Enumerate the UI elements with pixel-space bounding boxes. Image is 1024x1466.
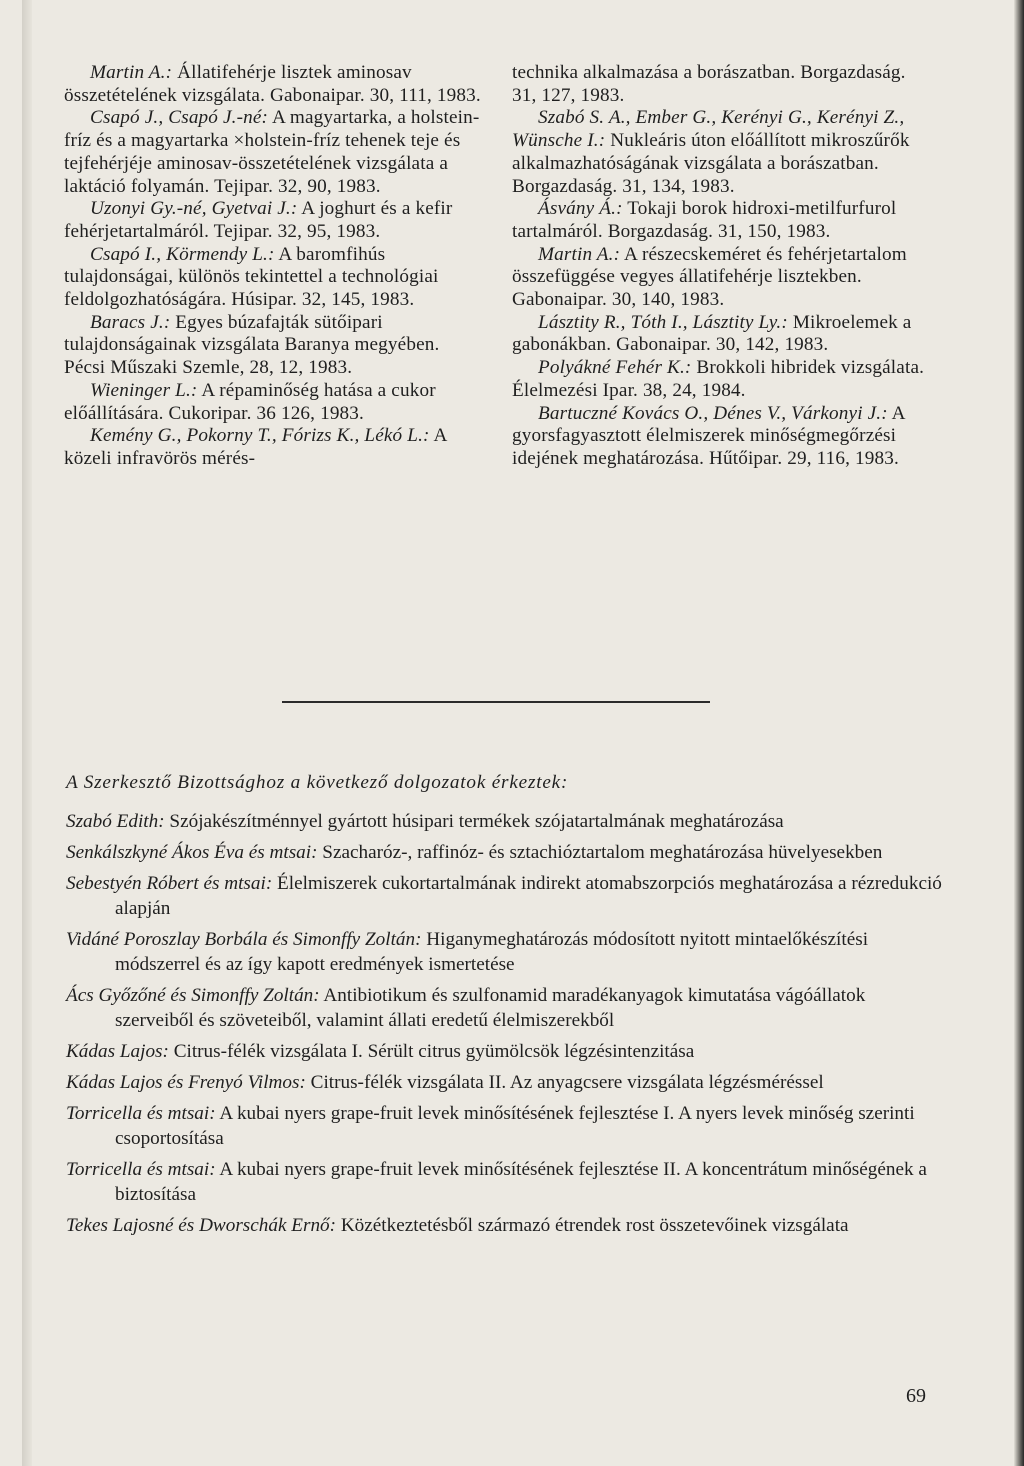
reference-entry bbox=[64, 425, 484, 470]
reference-entry bbox=[64, 62, 484, 107]
reference-entry bbox=[512, 312, 928, 357]
reference-entry bbox=[64, 312, 484, 380]
received-paper-title: Citrus-félék vizsgálata I. Sérült citrus gyümölcsök légzésintenzitása bbox=[168, 1041, 695, 1062]
received-paper-item bbox=[66, 927, 946, 977]
reference-authors: Csapó J., Csapó J.-né: bbox=[90, 107, 269, 129]
reference-authors: Polyákné Fehér K.: bbox=[538, 357, 692, 379]
page-number: 69 bbox=[906, 1385, 926, 1407]
reference-authors: Szabó S. A., Ember G., Kerényi G., Kerényi Z., Wünsche I.: bbox=[512, 107, 905, 152]
reference-authors: Martin A.: bbox=[538, 243, 621, 265]
reference-text: Állatifehérje lisztek aminosav összetételének vizsgálata. Gabonaipar. 30, 111, 1983. bbox=[64, 62, 481, 106]
reference-entry bbox=[512, 198, 928, 243]
section-divider bbox=[282, 701, 710, 703]
reference-text: A baromfihús tulajdonságai, különös tekintettel a technológiai feldolgozhatóságára. Húsipar. 32, 145, 1983. bbox=[64, 243, 439, 311]
reference-entry bbox=[64, 380, 484, 425]
received-paper-item bbox=[66, 1039, 946, 1064]
reference-text: Nukleáris úton előállított mikroszűrők alkalmazhatóságának vizsgálata a borászatban. Borgazdaság. 31, 134, 1983. bbox=[512, 130, 910, 197]
received-paper-authors: Tekes Lajosné és Dworschák Ernő: bbox=[66, 1215, 337, 1236]
reference-entry bbox=[64, 107, 484, 198]
reference-text: Mikroelemek a gabonákban. Gabonaipar. 30, 142, 1983. bbox=[512, 311, 912, 356]
reference-text: A részecskeméret és fehérjetartalom összefüggése vegyes állatifehérje lisztekben. Gabonaipar. 30, 140, 1983. bbox=[512, 243, 907, 311]
received-paper-title: A kubai nyers grape-fruit levek minősítésének fejlesztése I. A nyers levek minőség szerinti csoportosítása bbox=[115, 1103, 915, 1149]
reference-entry bbox=[512, 357, 928, 402]
reference-authors: Wieninger L.: bbox=[90, 379, 198, 401]
received-paper-authors: Vidáné Poroszlay Borbála és Simonffy Zoltán: bbox=[66, 929, 422, 950]
received-paper-title: Citrus-félék vizsgálata II. Az anyagcsere vizsgálata légzésméréssel bbox=[305, 1072, 824, 1093]
reference-text: Brokkoli hibridek vizsgálata. Élelmezési Ipar. 38, 24, 1984. bbox=[512, 357, 925, 401]
received-paper-item bbox=[66, 1213, 946, 1238]
received-paper-title: Közétkeztetésből származó étrendek rost összetevőinek vizsgálata bbox=[336, 1215, 849, 1236]
reference-entry bbox=[512, 244, 928, 312]
reference-entry bbox=[512, 107, 928, 198]
reference-text: A gyorsfagyasztott élelmiszerek minőségmegőrzési idejének meghatározása. Hűtőipar. 29, 116, 1983. bbox=[512, 402, 905, 469]
reference-text: A répaminőség hatása a cukor előállítására. Cukoripar. 36 126, 1983. bbox=[64, 379, 436, 424]
reference-text: Egyes búzafajták sütőipari tulajdonságainak vizsgálata Baranya megyében. Pécsi Műszaki Szemle, 28, 12, 1983. bbox=[64, 311, 440, 379]
reference-authors: Martin A.: bbox=[90, 62, 173, 83]
reference-text: A joghurt és a kefir fehérjetartalmáról. Tejipar. 32, 95, 1983. bbox=[64, 198, 453, 242]
received-papers-section bbox=[66, 770, 946, 1244]
reference-entry bbox=[512, 403, 928, 471]
page-right-edge bbox=[1014, 0, 1024, 1466]
received-paper-authors: Kádas Lajos: bbox=[66, 1041, 169, 1062]
reference-authors: Ásvány Á.: bbox=[538, 198, 623, 220]
received-paper-item bbox=[66, 871, 946, 921]
reference-authors: Kemény G., Pokorny T., Fórizs K., Lékó L.: bbox=[90, 425, 430, 447]
reference-authors: Bartuczné Kovács O., Dénes V., Várkonyi J.: bbox=[538, 402, 888, 424]
received-paper-authors: Szabó Edith: bbox=[66, 811, 165, 832]
reference-entry bbox=[64, 198, 484, 243]
references-right-column bbox=[512, 62, 928, 471]
reference-authors: Lásztity R., Tóth I., Lásztity Ly.: bbox=[538, 311, 788, 333]
reference-entry bbox=[64, 244, 484, 312]
received-paper-title: Antibiotikum és szulfonamid maradékanyagok kimutatása vágóállatok szerveiből és szöveteiből, valamint állati eredetű élelmiszerekből bbox=[115, 985, 866, 1031]
reference-text: technika alkalmazása a borászatban. Borgazdaság. 31, 127, 1983. bbox=[512, 62, 906, 106]
received-paper-item bbox=[66, 1157, 946, 1207]
reference-authors: Csapó I., Körmendy L.: bbox=[90, 243, 275, 265]
received-paper-authors: Kádas Lajos és Frenyó Vilmos: bbox=[66, 1072, 306, 1093]
reference-text: Tokaji borok hidroxi-metilfurfurol tartalmáról. Borgazdaság. 31, 150, 1983. bbox=[512, 198, 897, 242]
received-paper-title: Szacharóz-, raffinóz- és sztachióztartalom meghatározása hüvelyesekben bbox=[317, 842, 883, 863]
received-paper-item bbox=[66, 809, 946, 834]
reference-authors: Uzonyi Gy.-né, Gyetvai J.: bbox=[90, 198, 298, 220]
reference-authors: Baracs J.: bbox=[90, 311, 171, 333]
received-paper-authors: Senkálszkyné Ákos Éva és mtsai: bbox=[66, 842, 318, 863]
received-paper-item bbox=[66, 840, 946, 865]
reference-text: A magyartarka, a holstein-fríz és a magyartarka ×holstein-fríz tehenek teje és tejfehérjéje aminosav-összetételének vizsgálata a laktáció folyamán. Tejipar. 32, 90, 1983. bbox=[64, 107, 480, 197]
received-paper-item bbox=[66, 983, 946, 1033]
received-paper-title: Higanymeghatározás módosított nyitott mintaelőkészítési módszerrel és az így kapott eredmények ismertetése bbox=[115, 929, 869, 975]
received-paper-authors: Sebestyén Róbert és mtsai: bbox=[66, 873, 273, 894]
reference-text: A közeli infravörös mérés- bbox=[64, 425, 447, 469]
received-paper-title: Élelmiszerek cukortartalmának indirekt atomabszorpciós meghatározása a rézredukció alapján bbox=[115, 873, 942, 919]
received-paper-authors: Ács Győzőné és Simonffy Zoltán: bbox=[66, 985, 320, 1006]
received-paper-title: A kubai nyers grape-fruit levek minősítésének fejlesztése II. A koncentrátum minőségének a biztosítása bbox=[115, 1159, 927, 1205]
received-paper-item bbox=[66, 1101, 946, 1151]
received-paper-title: Szójakészítménnyel gyártott húsipari termékek szójatartalmának meghatározása bbox=[164, 811, 784, 832]
received-paper-authors: Torricella és mtsai: bbox=[66, 1103, 216, 1124]
references-left-column bbox=[64, 62, 484, 471]
received-papers-title: A Szerkesztő Bizottsághoz a következő dolgozatok érkeztek: bbox=[66, 772, 569, 793]
page-left-edge bbox=[22, 0, 32, 1466]
reference-continuation bbox=[512, 62, 928, 107]
received-paper-item bbox=[66, 1070, 946, 1095]
received-paper-authors: Torricella és mtsai: bbox=[66, 1159, 216, 1180]
